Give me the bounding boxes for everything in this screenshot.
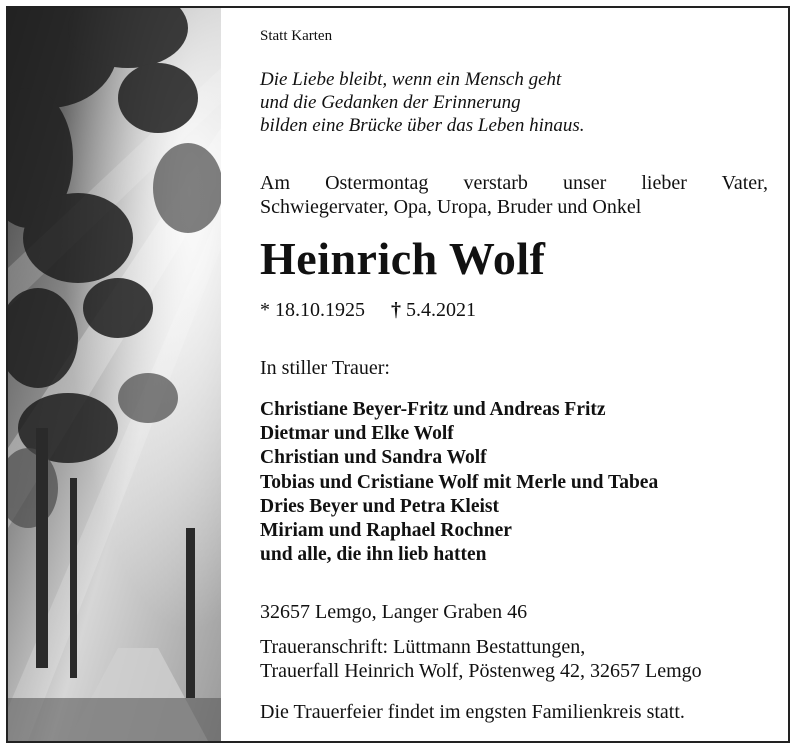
verse-line-2: und die Gedanken der Erinnerung [260,92,521,113]
obituary-notice [6,6,790,743]
funeral-address-line-1: Traueranschrift: Lüttmann Bestattungen, [260,636,586,658]
mourner-1: Christiane Beyer-Fritz und Andreas Fritz [260,399,606,420]
mourner-4: Tobias und Cristiane Wolf mit Merle und Tabea [260,472,659,493]
mourner-7: und alle, die ihn lieb hatten [260,544,487,565]
ceremony-note: Die Trauerfeier findet im engsten Familienkreis statt. [260,701,685,723]
mourning-intro: In stiller Trauer: [260,357,390,379]
mourner-5: Dries Beyer und Petra Kleist [260,496,500,517]
death-date: 5.4.2021 [406,299,476,321]
header-note: Statt Karten [260,28,333,44]
home-address: 32657 Lemgo, Langer Graben 46 [260,601,528,623]
deceased-name: Heinrich Wolf [260,233,546,284]
mourner-2: Dietmar und Elke Wolf [260,423,454,444]
verse-line-1: Die Liebe bleibt, wenn ein Mensch geht [260,69,562,90]
verse-line-3: bilden eine Brücke über das Leben hinaus. [260,115,585,136]
announcement-line-2: Schwiegervater, Opa, Uropa, Bruder und Onkel [260,196,642,218]
forest-photo [8,8,221,741]
funeral-address-line-2: Trauerfall Heinrich Wolf, Pöstenweg 42, 32657 Lemgo [260,660,702,682]
mourner-6: Miriam und Raphael Rochner [260,520,512,541]
death-cross-icon: † [391,299,401,321]
life-dates [260,298,476,322]
announcement-line-1: Am Ostermontag verstarb unser lieber Vater, [260,172,768,194]
birth-date: * 18.10.1925 [260,299,365,321]
mourner-3: Christian und Sandra Wolf [260,447,487,468]
